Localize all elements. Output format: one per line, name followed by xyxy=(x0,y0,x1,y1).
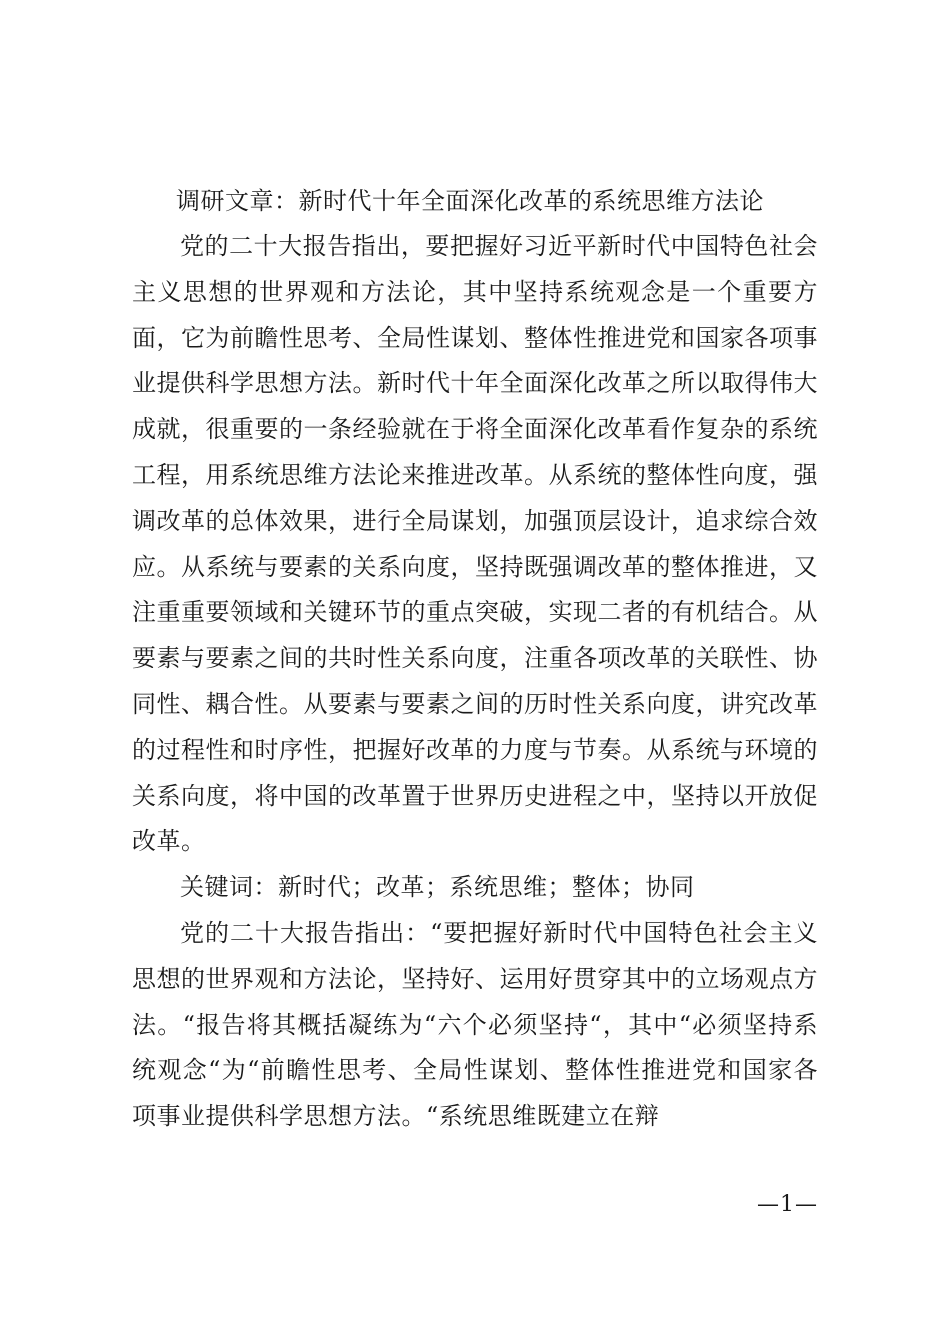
abstract-paragraph: 党的二十大报告指出，要把握好习近平新时代中国特色社会主义思想的世界观和方法论，其中坚持系统观念是一个重要方面，它为前瞻性思考、全局性谋划、整体性推进党和国家各项事业提供科学思想方法。新时代十年全面深化改革之所以取得伟大成就，很重要的一条经验就在于将全面深化改革看作复杂的系统工程，用系统思维方法论来推进改革。从系统的整体性向度，强调改革的总体效果，进行全局谋划，加强顶层设计，追求综合效应。从系统与要素的关系向度，坚持既强调改革的整体推进，又注重重要领域和关键环节的重点突破，实现二者的有机结合。从要素与要素之间的共时性关系向度，注重各项改革的关联性、协同性、耦合性。从要素与要素之间的历时性关系向度，讲究改革的过程性和时序性，把握好改革的力度与节奏。从系统与环境的关系向度，将中国的改革置于世界历史进程之中，坚持以开放促改革。 xyxy=(132,232,818,856)
document-title: 调研文章：新时代十年全面深化改革的系统思维方法论 xyxy=(176,187,764,215)
body-paragraph: 党的二十大报告指出：“要把握好新时代中国特色社会主义思想的世界观和方法论，坚持好、运用好贯穿其中的立场观点方法。“报告将其概括凝练为“六个必须坚持“，其中“必须坚持系统观念“为“前瞻性思考、全局性谋划、整体性推进党和国家各项事业提供科学思想方法。“系统思维既建立在辩 xyxy=(132,918,818,1131)
page-number: —1— xyxy=(757,1192,818,1217)
document-body xyxy=(132,178,818,1140)
keywords-line: 关键词：新时代；改革；系统思维；整体；协同 xyxy=(180,873,695,902)
